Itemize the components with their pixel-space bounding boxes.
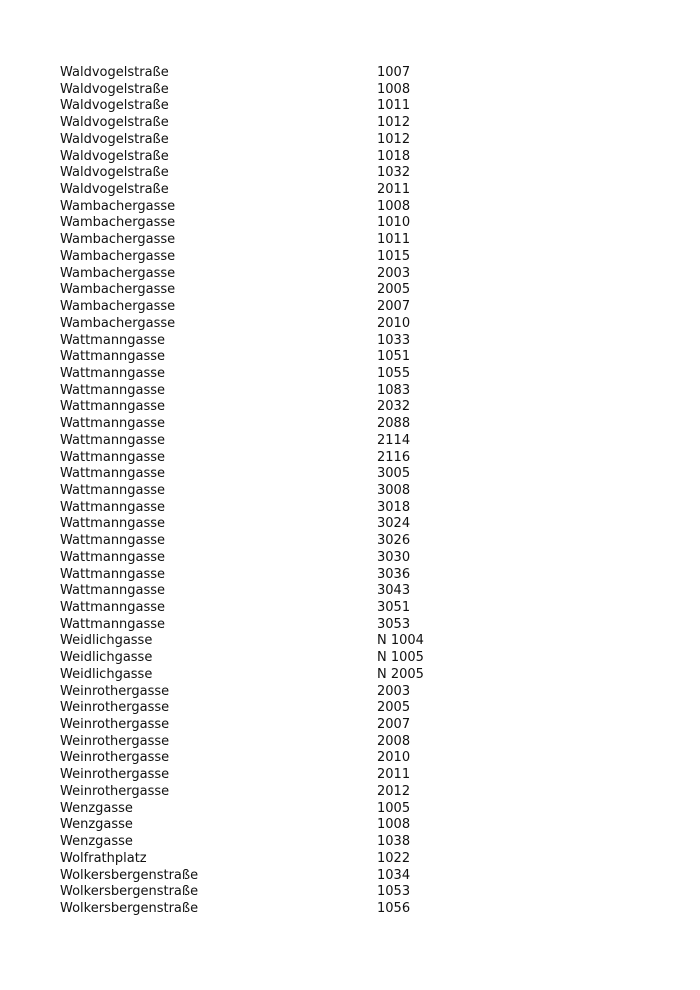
street-name: Wattmanngasse xyxy=(60,499,166,515)
list-item xyxy=(60,282,660,299)
entry-code: 2012 xyxy=(377,783,411,799)
entry-code: 3026 xyxy=(377,533,411,549)
entry-code: 1015 xyxy=(377,248,411,264)
list-item xyxy=(60,215,660,232)
entry-code: 2010 xyxy=(377,315,411,331)
street-name: Wattmanngasse xyxy=(60,482,166,498)
street-name: Wolfrathplatz xyxy=(60,850,147,866)
list-item xyxy=(60,349,660,366)
entry-code: 1012 xyxy=(377,131,411,147)
list-item xyxy=(60,801,660,818)
entry-code: 2005 xyxy=(377,700,411,716)
list-item xyxy=(60,617,660,634)
street-name: Wattmanngasse xyxy=(60,516,166,532)
street-name: Weinrothergasse xyxy=(60,683,170,699)
street-name: Wambachergasse xyxy=(60,198,176,214)
list-item xyxy=(60,399,660,416)
list-item xyxy=(60,433,660,450)
street-name: Wattmanngasse xyxy=(60,382,166,398)
street-name: Waldvogelstraße xyxy=(60,98,169,114)
entry-code: 3043 xyxy=(377,583,411,599)
entry-code: 1055 xyxy=(377,365,411,381)
street-name: Wattmanngasse xyxy=(60,332,166,348)
street-name: Wattmanngasse xyxy=(60,466,166,482)
list-item xyxy=(60,416,660,433)
list-item xyxy=(60,383,660,400)
street-name: Waldvogelstraße xyxy=(60,165,169,181)
list-item xyxy=(60,483,660,500)
street-name: Wattmanngasse xyxy=(60,600,166,615)
entry-code: 1083 xyxy=(377,382,411,398)
list-item xyxy=(60,299,660,316)
list-item xyxy=(60,734,660,751)
street-name: Wattmanngasse xyxy=(60,365,166,381)
entry-code: 3005 xyxy=(377,466,411,482)
list-item xyxy=(60,266,660,283)
street-name: Wolkersbergenstraße xyxy=(60,867,199,883)
entry-code: 2003 xyxy=(377,265,411,281)
entry-code: 1018 xyxy=(377,148,411,164)
street-name: Weinrothergasse xyxy=(60,717,170,733)
list-item xyxy=(60,115,660,132)
street-name: Waldvogelstraße xyxy=(60,115,169,131)
list-item xyxy=(60,784,660,801)
street-name: Wolkersbergenstraße xyxy=(60,884,199,900)
list-item xyxy=(60,650,660,667)
entry-code: N 1004 xyxy=(377,633,424,649)
list-item xyxy=(60,533,660,550)
list-item xyxy=(60,834,660,851)
street-name: Weinrothergasse xyxy=(60,700,170,716)
entry-code: 2005 xyxy=(377,282,411,298)
entry-code: N 1005 xyxy=(377,650,424,666)
street-name: Waldvogelstraße xyxy=(60,65,169,80)
list-item xyxy=(60,633,660,650)
street-name: Wattmanngasse xyxy=(60,533,166,549)
entry-code: 1033 xyxy=(377,332,411,348)
entry-code: 1008 xyxy=(377,81,411,97)
list-item xyxy=(60,182,660,199)
street-name: Wattmanngasse xyxy=(60,566,166,582)
list-item xyxy=(60,550,660,567)
entry-code: 2116 xyxy=(377,449,411,465)
list-item xyxy=(60,684,660,701)
list-item xyxy=(60,333,660,350)
entry-code: 1032 xyxy=(377,165,411,181)
list-item xyxy=(60,82,660,99)
entry-code: 1051 xyxy=(377,349,411,365)
list-item xyxy=(60,868,660,885)
list-item xyxy=(60,316,660,333)
list-item xyxy=(60,232,660,249)
list-item xyxy=(60,600,660,617)
entry-code: 1005 xyxy=(377,800,411,816)
entry-code: 3036 xyxy=(377,566,411,582)
street-name: Waldvogelstraße xyxy=(60,81,169,97)
list-item xyxy=(60,500,660,517)
list-item xyxy=(60,165,660,182)
list-item xyxy=(60,667,660,684)
street-name: Waldvogelstraße xyxy=(60,148,169,164)
entry-code: 1008 xyxy=(377,198,411,214)
street-name: Weinrothergasse xyxy=(60,767,170,783)
entry-code: 1011 xyxy=(377,98,411,114)
list-item xyxy=(60,132,660,149)
list-item xyxy=(60,851,660,868)
entry-code: 3051 xyxy=(377,600,411,615)
street-name: Wattmanngasse xyxy=(60,583,166,599)
list-item xyxy=(60,249,660,266)
list-item xyxy=(60,901,660,918)
entry-code: 3053 xyxy=(377,616,411,632)
list-item xyxy=(60,817,660,834)
list-item xyxy=(60,450,660,467)
entry-code: 2010 xyxy=(377,750,411,766)
list-item xyxy=(60,767,660,784)
street-listing xyxy=(60,65,660,918)
street-name: Wattmanngasse xyxy=(60,416,166,432)
entry-code: 1010 xyxy=(377,215,411,231)
entry-code: 3018 xyxy=(377,499,411,515)
entry-code: 3008 xyxy=(377,482,411,498)
list-item xyxy=(60,98,660,115)
list-item xyxy=(60,717,660,734)
entry-code: 1007 xyxy=(377,65,411,80)
street-name: Wambachergasse xyxy=(60,215,176,231)
entry-code: 2007 xyxy=(377,717,411,733)
entry-code: 3024 xyxy=(377,516,411,532)
list-item xyxy=(60,583,660,600)
street-name: Weinrothergasse xyxy=(60,750,170,766)
street-name: Weidlichgasse xyxy=(60,666,153,682)
street-name: Wambachergasse xyxy=(60,282,176,298)
street-name: Wambachergasse xyxy=(60,265,176,281)
street-name: Weinrothergasse xyxy=(60,733,170,749)
street-name: Wattmanngasse xyxy=(60,616,166,632)
entry-code: 1012 xyxy=(377,115,411,131)
entry-code: 1056 xyxy=(377,900,411,916)
street-name: Wolkersbergenstraße xyxy=(60,900,199,916)
street-name: Waldvogelstraße xyxy=(60,131,169,147)
street-name: Weinrothergasse xyxy=(60,783,170,799)
list-item xyxy=(60,65,660,82)
street-name: Weidlichgasse xyxy=(60,633,153,649)
entry-code: 2011 xyxy=(377,767,411,783)
entry-code: 2032 xyxy=(377,399,411,415)
entry-code: 1011 xyxy=(377,232,411,248)
entry-code: 1038 xyxy=(377,834,411,850)
street-name: Waldvogelstraße xyxy=(60,182,169,198)
street-name: Wattmanngasse xyxy=(60,449,166,465)
entry-code: 2008 xyxy=(377,733,411,749)
street-name: Wambachergasse xyxy=(60,248,176,264)
street-name: Wattmanngasse xyxy=(60,432,166,448)
entry-code: 2003 xyxy=(377,683,411,699)
entry-code: 1034 xyxy=(377,867,411,883)
entry-code: 1008 xyxy=(377,817,411,833)
street-name: Wenzgasse xyxy=(60,817,133,833)
entry-code: 2011 xyxy=(377,182,411,198)
street-name: Wambachergasse xyxy=(60,232,176,248)
list-item xyxy=(60,700,660,717)
entry-code: 1022 xyxy=(377,850,411,866)
list-item xyxy=(60,366,660,383)
entry-code: N 2005 xyxy=(377,666,424,682)
entry-code: 2114 xyxy=(377,432,411,448)
list-item xyxy=(60,516,660,533)
entry-code: 3030 xyxy=(377,549,411,565)
street-name: Wenzgasse xyxy=(60,834,133,850)
street-name: Wambachergasse xyxy=(60,299,176,315)
list-item xyxy=(60,466,660,483)
list-item xyxy=(60,750,660,767)
entry-code: 2088 xyxy=(377,416,411,432)
list-item xyxy=(60,149,660,166)
list-item xyxy=(60,199,660,216)
entry-code: 1053 xyxy=(377,884,411,900)
street-name: Wenzgasse xyxy=(60,800,133,816)
list-item xyxy=(60,884,660,901)
street-name: Wambachergasse xyxy=(60,315,176,331)
entry-code: 2007 xyxy=(377,299,411,315)
street-name: Wattmanngasse xyxy=(60,399,166,415)
street-name: Wattmanngasse xyxy=(60,549,166,565)
list-item xyxy=(60,567,660,584)
street-name: Wattmanngasse xyxy=(60,349,166,365)
street-name: Weidlichgasse xyxy=(60,650,153,666)
